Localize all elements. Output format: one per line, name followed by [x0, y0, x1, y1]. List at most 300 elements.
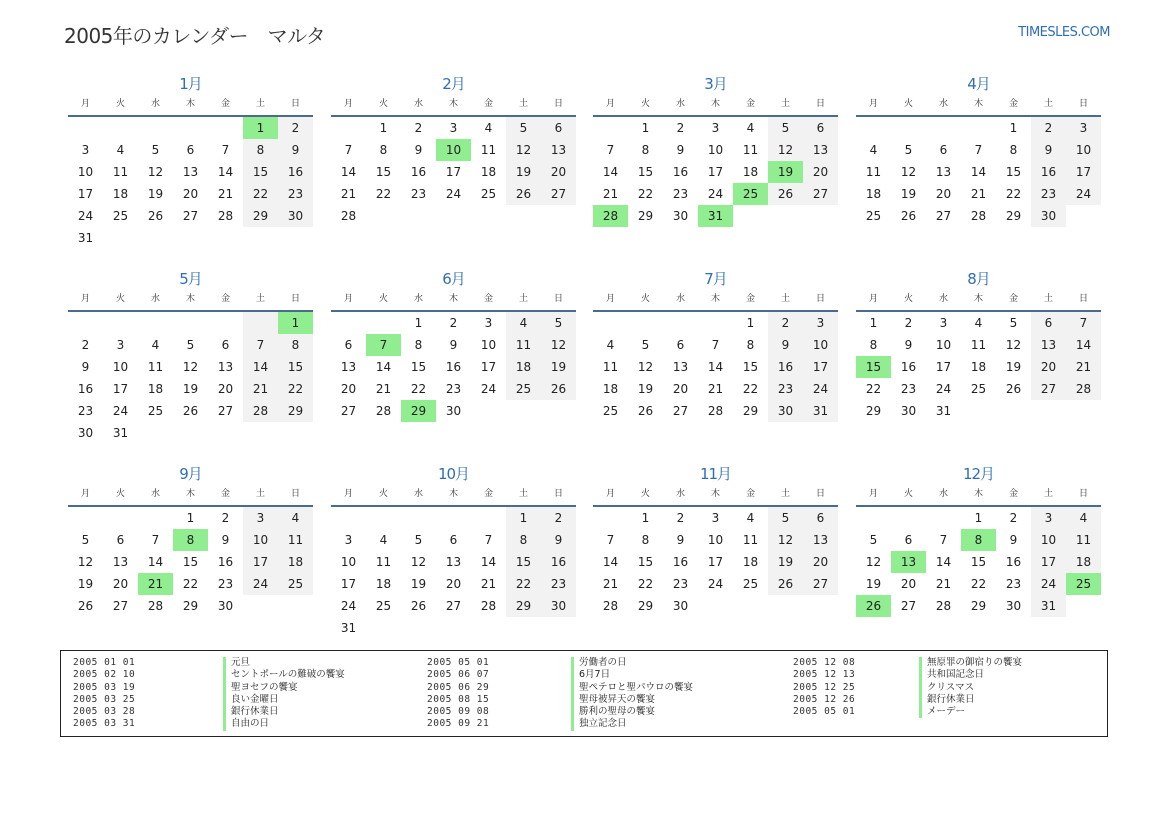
day-cell[interactable]: 12 — [768, 139, 803, 161]
day-cell[interactable]: 25 — [602, 404, 619, 418]
day-cell[interactable]: 29 — [865, 404, 882, 418]
day-cell[interactable]: 18 — [278, 551, 313, 573]
day-cell[interactable]: 26 — [77, 599, 94, 613]
day-cell[interactable]: 12 — [506, 139, 541, 161]
day-cell[interactable]: 27 — [445, 599, 462, 613]
day-cell[interactable]: 13 — [1031, 334, 1066, 356]
day-cell[interactable]: 24 — [707, 577, 724, 591]
day-cell[interactable]: 9 — [676, 533, 685, 547]
day-cell[interactable]: 30 — [672, 209, 689, 223]
day-cell[interactable]: 3 — [939, 316, 948, 330]
day-cell[interactable]: 4 — [116, 143, 125, 157]
day-cell[interactable]: 20 — [672, 382, 689, 396]
day-cell[interactable]: 7 — [606, 533, 615, 547]
day-cell[interactable]: 6 — [904, 533, 913, 547]
day-cell[interactable]: 27 — [182, 209, 199, 223]
day-cell[interactable]: 23 — [1031, 183, 1066, 205]
day-cell[interactable]: 17 — [445, 165, 462, 179]
day-cell[interactable]: 18 — [1066, 551, 1101, 573]
day-cell[interactable]: 16 — [768, 356, 803, 378]
day-cell[interactable]: 27 — [340, 404, 357, 418]
day-cell[interactable]: 3 — [116, 338, 125, 352]
day-cell[interactable]: 25 — [278, 573, 313, 595]
holiday-day-cell[interactable]: 19 — [768, 161, 803, 183]
day-cell[interactable]: 24 — [340, 599, 357, 613]
day-cell[interactable]: 25 — [742, 577, 759, 591]
day-cell[interactable]: 13 — [182, 165, 199, 179]
day-cell[interactable]: 16 — [77, 382, 94, 396]
holiday-day-cell[interactable]: 21 — [138, 573, 173, 595]
holiday-day-cell[interactable]: 7 — [366, 334, 401, 356]
day-cell[interactable]: 17 — [340, 577, 357, 591]
day-cell[interactable]: 21 — [602, 187, 619, 201]
day-cell[interactable]: 1 — [974, 511, 983, 525]
day-cell[interactable]: 27 — [541, 183, 576, 205]
day-cell[interactable]: 26 — [900, 209, 917, 223]
day-cell[interactable]: 21 — [602, 577, 619, 591]
holiday-day-cell[interactable]: 15 — [856, 356, 891, 378]
day-cell[interactable]: 17 — [935, 360, 952, 374]
day-cell[interactable]: 30 — [900, 404, 917, 418]
day-cell[interactable]: 16 — [541, 551, 576, 573]
day-cell[interactable]: 17 — [77, 187, 94, 201]
day-cell[interactable]: 27 — [672, 404, 689, 418]
day-cell[interactable]: 1 — [506, 507, 541, 529]
day-cell[interactable]: 7 — [1066, 312, 1101, 334]
holiday-day-cell[interactable]: 1 — [243, 117, 278, 139]
day-cell[interactable]: 30 — [768, 400, 803, 422]
day-cell[interactable]: 20 — [445, 577, 462, 591]
day-cell[interactable]: 10 — [707, 143, 724, 157]
day-cell[interactable]: 19 — [410, 577, 427, 591]
day-cell[interactable]: 22 — [506, 573, 541, 595]
day-cell[interactable]: 18 — [506, 356, 541, 378]
day-cell[interactable]: 4 — [869, 143, 878, 157]
day-cell[interactable]: 31 — [112, 426, 129, 440]
day-cell[interactable]: 29 — [637, 599, 654, 613]
day-cell[interactable]: 7 — [221, 143, 230, 157]
day-cell[interactable]: 24 — [243, 573, 278, 595]
day-cell[interactable]: 6 — [116, 533, 125, 547]
day-cell[interactable]: 14 — [243, 356, 278, 378]
day-cell[interactable]: 21 — [243, 378, 278, 400]
day-cell[interactable]: 3 — [243, 507, 278, 529]
day-cell[interactable]: 10 — [935, 338, 952, 352]
day-cell[interactable]: 11 — [970, 338, 987, 352]
day-cell[interactable]: 25 — [480, 187, 497, 201]
day-cell[interactable]: 10 — [803, 334, 838, 356]
day-cell[interactable]: 9 — [1031, 139, 1066, 161]
day-cell[interactable]: 12 — [541, 334, 576, 356]
day-cell[interactable]: 14 — [480, 555, 497, 569]
day-cell[interactable]: 26 — [182, 404, 199, 418]
day-cell[interactable]: 25 — [970, 382, 987, 396]
day-cell[interactable]: 18 — [865, 187, 882, 201]
day-cell[interactable]: 9 — [81, 360, 90, 374]
day-cell[interactable]: 16 — [1031, 161, 1066, 183]
day-cell[interactable]: 30 — [445, 404, 462, 418]
day-cell[interactable]: 30 — [1031, 205, 1066, 227]
day-cell[interactable]: 18 — [742, 555, 759, 569]
day-cell[interactable]: 14 — [602, 555, 619, 569]
day-cell[interactable]: 8 — [278, 334, 313, 356]
day-cell[interactable]: 2 — [81, 338, 90, 352]
day-cell[interactable]: 3 — [1066, 117, 1101, 139]
day-cell[interactable]: 10 — [707, 533, 724, 547]
day-cell[interactable]: 28 — [707, 404, 724, 418]
day-cell[interactable]: 28 — [217, 209, 234, 223]
day-cell[interactable]: 7 — [484, 533, 493, 547]
day-cell[interactable]: 8 — [243, 139, 278, 161]
day-cell[interactable]: 8 — [641, 143, 650, 157]
day-cell[interactable]: 23 — [77, 404, 94, 418]
day-cell[interactable]: 3 — [344, 533, 353, 547]
day-cell[interactable]: 24 — [1031, 573, 1066, 595]
day-cell[interactable]: 20 — [340, 382, 357, 396]
day-cell[interactable]: 14 — [970, 165, 987, 179]
day-cell[interactable]: 20 — [1031, 356, 1066, 378]
day-cell[interactable]: 30 — [541, 595, 576, 617]
day-cell[interactable]: 17 — [1066, 161, 1101, 183]
day-cell[interactable]: 31 — [803, 400, 838, 422]
day-cell[interactable]: 9 — [414, 143, 423, 157]
day-cell[interactable]: 28 — [147, 599, 164, 613]
day-cell[interactable]: 7 — [939, 533, 948, 547]
day-cell[interactable]: 25 — [147, 404, 164, 418]
day-cell[interactable]: 24 — [480, 382, 497, 396]
holiday-day-cell[interactable]: 28 — [593, 205, 628, 227]
day-cell[interactable]: 26 — [1005, 382, 1022, 396]
day-cell[interactable]: 2 — [1031, 117, 1066, 139]
day-cell[interactable]: 20 — [803, 551, 838, 573]
day-cell[interactable]: 12 — [865, 555, 882, 569]
day-cell[interactable]: 19 — [768, 551, 803, 573]
day-cell[interactable]: 6 — [449, 533, 458, 547]
day-cell[interactable]: 30 — [672, 599, 689, 613]
day-cell[interactable]: 7 — [151, 533, 160, 547]
day-cell[interactable]: 4 — [746, 121, 755, 135]
day-cell[interactable]: 28 — [340, 209, 357, 223]
day-cell[interactable]: 21 — [375, 382, 392, 396]
day-cell[interactable]: 29 — [182, 599, 199, 613]
day-cell[interactable]: 12 — [77, 555, 94, 569]
day-cell[interactable]: 12 — [182, 360, 199, 374]
day-cell[interactable]: 28 — [1066, 378, 1101, 400]
day-cell[interactable]: 16 — [410, 165, 427, 179]
day-cell[interactable]: 8 — [746, 338, 755, 352]
day-cell[interactable]: 11 — [375, 555, 392, 569]
day-cell[interactable]: 26 — [637, 404, 654, 418]
day-cell[interactable]: 13 — [541, 139, 576, 161]
day-cell[interactable]: 15 — [506, 551, 541, 573]
day-cell[interactable]: 11 — [742, 533, 759, 547]
day-cell[interactable]: 2 — [541, 507, 576, 529]
day-cell[interactable]: 14 — [935, 555, 952, 569]
day-cell[interactable]: 26 — [147, 209, 164, 223]
day-cell[interactable]: 21 — [970, 187, 987, 201]
day-cell[interactable]: 8 — [506, 529, 541, 551]
day-cell[interactable]: 19 — [182, 382, 199, 396]
day-cell[interactable]: 4 — [606, 338, 615, 352]
day-cell[interactable]: 24 — [707, 187, 724, 201]
day-cell[interactable]: 13 — [803, 139, 838, 161]
day-cell[interactable]: 19 — [506, 161, 541, 183]
day-cell[interactable]: 11 — [1066, 529, 1101, 551]
day-cell[interactable]: 14 — [217, 165, 234, 179]
day-cell[interactable]: 25 — [112, 209, 129, 223]
holiday-day-cell[interactable]: 25 — [1066, 573, 1101, 595]
day-cell[interactable]: 2 — [676, 121, 685, 135]
day-cell[interactable]: 10 — [77, 165, 94, 179]
day-cell[interactable]: 28 — [480, 599, 497, 613]
day-cell[interactable]: 4 — [151, 338, 160, 352]
day-cell[interactable]: 15 — [742, 360, 759, 374]
day-cell[interactable]: 28 — [375, 404, 392, 418]
day-cell[interactable]: 21 — [340, 187, 357, 201]
day-cell[interactable]: 22 — [970, 577, 987, 591]
day-cell[interactable]: 25 — [865, 209, 882, 223]
day-cell[interactable]: 15 — [410, 360, 427, 374]
holiday-day-cell[interactable]: 13 — [891, 551, 926, 573]
day-cell[interactable]: 18 — [602, 382, 619, 396]
day-cell[interactable]: 29 — [506, 595, 541, 617]
day-cell[interactable]: 9 — [676, 143, 685, 157]
site-name[interactable]: TIMESLES.COM — [1018, 25, 1110, 40]
day-cell[interactable]: 28 — [970, 209, 987, 223]
day-cell[interactable]: 15 — [637, 555, 654, 569]
day-cell[interactable]: 13 — [935, 165, 952, 179]
day-cell[interactable]: 15 — [970, 555, 987, 569]
day-cell[interactable]: 1 — [869, 316, 878, 330]
day-cell[interactable]: 23 — [278, 183, 313, 205]
day-cell[interactable]: 23 — [410, 187, 427, 201]
day-cell[interactable]: 3 — [1031, 507, 1066, 529]
day-cell[interactable]: 18 — [742, 165, 759, 179]
holiday-day-cell[interactable]: 1 — [278, 312, 313, 334]
day-cell[interactable]: 15 — [1005, 165, 1022, 179]
day-cell[interactable]: 25 — [375, 599, 392, 613]
day-cell[interactable]: 6 — [803, 117, 838, 139]
day-cell[interactable]: 21 — [1066, 356, 1101, 378]
day-cell[interactable]: 8 — [869, 338, 878, 352]
day-cell[interactable]: 13 — [672, 360, 689, 374]
day-cell[interactable]: 19 — [637, 382, 654, 396]
day-cell[interactable]: 14 — [602, 165, 619, 179]
day-cell[interactable]: 12 — [1005, 338, 1022, 352]
day-cell[interactable]: 11 — [865, 165, 882, 179]
day-cell[interactable]: 12 — [637, 360, 654, 374]
day-cell[interactable]: 2 — [676, 511, 685, 525]
day-cell[interactable]: 8 — [379, 143, 388, 157]
day-cell[interactable]: 14 — [375, 360, 392, 374]
holiday-day-cell[interactable]: 8 — [173, 529, 208, 551]
day-cell[interactable]: 23 — [768, 378, 803, 400]
day-cell[interactable]: 11 — [506, 334, 541, 356]
day-cell[interactable]: 5 — [768, 117, 803, 139]
day-cell[interactable]: 10 — [112, 360, 129, 374]
day-cell[interactable]: 4 — [1066, 507, 1101, 529]
day-cell[interactable]: 13 — [445, 555, 462, 569]
day-cell[interactable]: 12 — [768, 529, 803, 551]
day-cell[interactable]: 1 — [186, 511, 195, 525]
day-cell[interactable]: 12 — [147, 165, 164, 179]
day-cell[interactable]: 29 — [278, 400, 313, 422]
day-cell[interactable]: 20 — [900, 577, 917, 591]
day-cell[interactable]: 15 — [278, 356, 313, 378]
day-cell[interactable]: 4 — [379, 533, 388, 547]
day-cell[interactable]: 29 — [742, 404, 759, 418]
day-cell[interactable]: 23 — [217, 577, 234, 591]
day-cell[interactable]: 22 — [182, 577, 199, 591]
day-cell[interactable]: 20 — [182, 187, 199, 201]
day-cell[interactable]: 7 — [243, 334, 278, 356]
day-cell[interactable]: 16 — [672, 555, 689, 569]
holiday-day-cell[interactable]: 8 — [961, 529, 996, 551]
day-cell[interactable]: 17 — [707, 165, 724, 179]
day-cell[interactable]: 19 — [865, 577, 882, 591]
day-cell[interactable]: 25 — [506, 378, 541, 400]
day-cell[interactable]: 19 — [147, 187, 164, 201]
day-cell[interactable]: 10 — [1066, 139, 1101, 161]
holiday-day-cell[interactable]: 25 — [733, 183, 768, 205]
day-cell[interactable]: 16 — [278, 161, 313, 183]
day-cell[interactable]: 18 — [480, 165, 497, 179]
day-cell[interactable]: 2 — [904, 316, 913, 330]
day-cell[interactable]: 14 — [707, 360, 724, 374]
day-cell[interactable]: 23 — [672, 577, 689, 591]
day-cell[interactable]: 15 — [375, 165, 392, 179]
day-cell[interactable]: 12 — [900, 165, 917, 179]
day-cell[interactable]: 30 — [278, 205, 313, 227]
day-cell[interactable]: 1 — [746, 316, 755, 330]
day-cell[interactable]: 7 — [711, 338, 720, 352]
day-cell[interactable]: 11 — [742, 143, 759, 157]
day-cell[interactable]: 29 — [1005, 209, 1022, 223]
day-cell[interactable]: 11 — [602, 360, 619, 374]
day-cell[interactable]: 8 — [1009, 143, 1018, 157]
day-cell[interactable]: 3 — [449, 121, 458, 135]
day-cell[interactable]: 9 — [904, 338, 913, 352]
day-cell[interactable]: 2 — [449, 316, 458, 330]
day-cell[interactable]: 20 — [217, 382, 234, 396]
day-cell[interactable]: 16 — [445, 360, 462, 374]
day-cell[interactable]: 21 — [480, 577, 497, 591]
day-cell[interactable]: 21 — [217, 187, 234, 201]
day-cell[interactable]: 26 — [541, 378, 576, 400]
day-cell[interactable]: 13 — [112, 555, 129, 569]
day-cell[interactable]: 11 — [112, 165, 129, 179]
day-cell[interactable]: 18 — [970, 360, 987, 374]
day-cell[interactable]: 4 — [278, 507, 313, 529]
day-cell[interactable]: 9 — [449, 338, 458, 352]
day-cell[interactable]: 18 — [112, 187, 129, 201]
day-cell[interactable]: 31 — [340, 621, 357, 635]
day-cell[interactable]: 15 — [182, 555, 199, 569]
day-cell[interactable]: 5 — [869, 533, 878, 547]
day-cell[interactable]: 31 — [1031, 595, 1066, 617]
day-cell[interactable]: 2 — [278, 117, 313, 139]
day-cell[interactable]: 3 — [803, 312, 838, 334]
day-cell[interactable]: 5 — [904, 143, 913, 157]
day-cell[interactable]: 9 — [768, 334, 803, 356]
day-cell[interactable]: 10 — [340, 555, 357, 569]
day-cell[interactable]: 18 — [375, 577, 392, 591]
day-cell[interactable]: 29 — [970, 599, 987, 613]
day-cell[interactable]: 8 — [641, 533, 650, 547]
day-cell[interactable]: 1 — [641, 121, 650, 135]
day-cell[interactable]: 22 — [637, 187, 654, 201]
day-cell[interactable]: 14 — [147, 555, 164, 569]
day-cell[interactable]: 1 — [379, 121, 388, 135]
day-cell[interactable]: 23 — [1005, 577, 1022, 591]
day-cell[interactable]: 3 — [711, 121, 720, 135]
day-cell[interactable]: 16 — [1005, 555, 1022, 569]
day-cell[interactable]: 19 — [541, 356, 576, 378]
day-cell[interactable]: 27 — [803, 573, 838, 595]
day-cell[interactable]: 28 — [935, 599, 952, 613]
day-cell[interactable]: 17 — [243, 551, 278, 573]
day-cell[interactable]: 27 — [900, 599, 917, 613]
day-cell[interactable]: 20 — [541, 161, 576, 183]
day-cell[interactable]: 19 — [900, 187, 917, 201]
day-cell[interactable]: 26 — [768, 183, 803, 205]
day-cell[interactable]: 7 — [344, 143, 353, 157]
day-cell[interactable]: 2 — [221, 511, 230, 525]
day-cell[interactable]: 4 — [746, 511, 755, 525]
day-cell[interactable]: 22 — [278, 378, 313, 400]
day-cell[interactable]: 24 — [445, 187, 462, 201]
day-cell[interactable]: 7 — [606, 143, 615, 157]
day-cell[interactable]: 22 — [1005, 187, 1022, 201]
day-cell[interactable]: 5 — [768, 507, 803, 529]
holiday-day-cell[interactable]: 10 — [436, 139, 471, 161]
day-cell[interactable]: 22 — [637, 577, 654, 591]
day-cell[interactable]: 17 — [112, 382, 129, 396]
day-cell[interactable]: 27 — [935, 209, 952, 223]
day-cell[interactable]: 8 — [414, 338, 423, 352]
day-cell[interactable]: 6 — [186, 143, 195, 157]
day-cell[interactable]: 14 — [340, 165, 357, 179]
day-cell[interactable]: 4 — [974, 316, 983, 330]
day-cell[interactable]: 16 — [217, 555, 234, 569]
day-cell[interactable]: 20 — [935, 187, 952, 201]
day-cell[interactable]: 28 — [243, 400, 278, 422]
day-cell[interactable]: 27 — [112, 599, 129, 613]
holiday-day-cell[interactable]: 31 — [698, 205, 733, 227]
day-cell[interactable]: 6 — [541, 117, 576, 139]
day-cell[interactable]: 12 — [410, 555, 427, 569]
day-cell[interactable]: 23 — [900, 382, 917, 396]
day-cell[interactable]: 18 — [147, 382, 164, 396]
day-cell[interactable]: 31 — [77, 231, 94, 245]
day-cell[interactable]: 24 — [77, 209, 94, 223]
day-cell[interactable]: 21 — [935, 577, 952, 591]
day-cell[interactable]: 16 — [672, 165, 689, 179]
day-cell[interactable]: 13 — [803, 529, 838, 551]
day-cell[interactable]: 23 — [445, 382, 462, 396]
day-cell[interactable]: 27 — [217, 404, 234, 418]
day-cell[interactable]: 22 — [742, 382, 759, 396]
day-cell[interactable]: 11 — [147, 360, 164, 374]
day-cell[interactable]: 28 — [602, 599, 619, 613]
day-cell[interactable]: 11 — [480, 143, 497, 157]
day-cell[interactable]: 20 — [112, 577, 129, 591]
day-cell[interactable]: 6 — [221, 338, 230, 352]
day-cell[interactable]: 23 — [541, 573, 576, 595]
day-cell[interactable]: 10 — [1031, 529, 1066, 551]
day-cell[interactable]: 2 — [1009, 511, 1018, 525]
day-cell[interactable]: 9 — [541, 529, 576, 551]
